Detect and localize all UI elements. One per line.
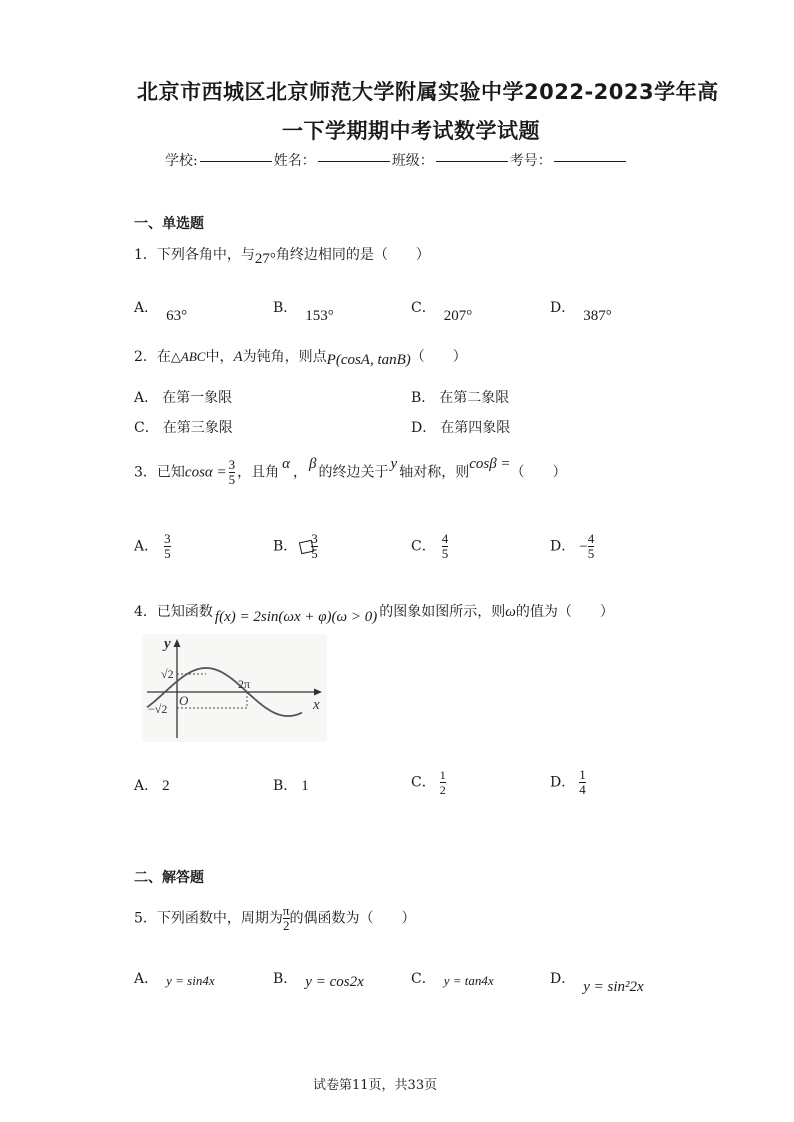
question-1 <box>134 244 430 267</box>
math-alpha: α <box>282 455 291 472</box>
x-tick-2pi: 2π <box>238 677 251 691</box>
option-fraction <box>588 532 595 561</box>
math-beta: β <box>309 455 317 472</box>
question-text: 下列各角中，与 <box>156 247 255 263</box>
question-text: 下列函数中，周期为 <box>156 910 283 927</box>
field-school-label: 学校: <box>165 153 198 169</box>
fraction-denominator: 5 <box>441 546 449 561</box>
math-point: P(cosA, tanB) <box>326 352 411 368</box>
question-text: 的值为（ ） <box>515 604 614 620</box>
q4-option-b <box>273 775 309 795</box>
option-value: 在第三象限 <box>162 420 233 436</box>
student-info-fields <box>165 150 628 170</box>
option-label: C． <box>411 971 436 987</box>
q1-option-d <box>550 297 612 324</box>
option-label: A． <box>134 300 159 316</box>
q1-option-a <box>134 297 188 324</box>
fraction-denominator: 5 <box>164 546 171 561</box>
option-label: C． <box>411 300 436 316</box>
option-label: D． <box>411 420 437 436</box>
option-label: C． <box>411 774 436 791</box>
option-fraction <box>442 532 449 561</box>
q2-option-a <box>134 387 232 407</box>
page-title-line2: 一下学期期中考试数学试题 <box>282 119 540 143</box>
option-sign: − <box>579 538 588 555</box>
q1-option-c <box>411 297 473 324</box>
fraction-denominator: 5 <box>587 546 595 561</box>
fraction-denominator: 4 <box>579 782 586 797</box>
sine-graph-figure <box>142 634 327 742</box>
option-label: D． <box>550 774 576 791</box>
fraction-numerator: 1 <box>439 768 446 782</box>
option-value: 2 <box>162 778 170 794</box>
q3-option-a <box>134 532 171 561</box>
question-text: 的偶函数为（ ） <box>289 910 416 927</box>
option-label: A． <box>134 538 159 555</box>
option-label: D． <box>550 300 576 316</box>
q5-option-d <box>550 968 644 995</box>
option-label: B． <box>411 390 436 406</box>
option-label: B． <box>273 538 298 555</box>
option-value: y = sin²2x <box>583 979 644 995</box>
option-fraction <box>164 532 171 561</box>
origin-label: O <box>179 693 189 708</box>
option-label: A． <box>134 390 159 406</box>
option-label: B． <box>273 971 298 987</box>
y-tick-neg-sqrt2: −√2 <box>148 702 168 716</box>
field-class-label: 班级： <box>391 153 434 169</box>
question-text: ，且角 <box>237 464 280 481</box>
section-heading-answer: 二、解答题 <box>134 870 204 886</box>
q4-option-a <box>134 775 170 795</box>
option-value: 387° <box>583 308 612 324</box>
question-text: （ ） <box>510 464 567 481</box>
q4-option-c <box>411 768 446 797</box>
option-label: C． <box>411 538 436 555</box>
q3-option-d <box>550 532 594 561</box>
fraction-numerator: 3 <box>164 531 171 546</box>
option-value: 在第二象限 <box>439 390 510 406</box>
option-label: B． <box>273 300 298 316</box>
field-name-blank <box>318 161 390 162</box>
q5-option-a <box>134 968 215 988</box>
field-id-label: 考号： <box>509 153 552 169</box>
q3-option-b <box>273 532 318 561</box>
q5-option-c <box>411 968 494 988</box>
option-label: A． <box>134 778 159 794</box>
field-school-blank <box>200 161 272 162</box>
option-label: D． <box>550 971 576 987</box>
option-label: C． <box>134 420 159 436</box>
option-value: 1 <box>301 778 309 794</box>
q4-option-d <box>550 768 586 797</box>
fraction-denominator: 2 <box>282 918 290 933</box>
question-text: 角终边相同的是（ ） <box>275 247 430 263</box>
question-text: ， <box>293 464 308 481</box>
y-tick-sqrt2: √2 <box>161 667 174 681</box>
fraction-numerator: 1 <box>579 767 586 782</box>
page-title-line1: 北京市西城区北京师范大学附属实验中学2022-2023学年高 <box>137 80 719 104</box>
fraction-numerator: 3 <box>228 457 236 472</box>
y-axis-label: y <box>164 636 171 652</box>
page-footer: 试卷第11页，共33页 <box>313 1078 438 1093</box>
q2-option-d <box>411 417 510 437</box>
option-value: y = sin4x <box>166 973 215 988</box>
q2-option-b <box>411 387 509 407</box>
x-axis-label: x <box>313 697 320 713</box>
question-4 <box>134 601 614 625</box>
field-class-blank <box>436 161 508 162</box>
question-text: 已知 <box>156 464 185 481</box>
question-2 <box>134 346 467 366</box>
question-number: 2． <box>134 349 157 365</box>
fraction-numerator: 4 <box>587 531 595 546</box>
question-number: 1． <box>134 247 157 263</box>
math-function: f(x) = 2sin(ωx + φ)(ω > 0) <box>214 609 378 625</box>
option-label: B． <box>273 778 298 794</box>
math-fraction <box>229 458 236 487</box>
option-value: 153° <box>305 308 334 324</box>
fraction-numerator: π <box>282 903 290 918</box>
field-id-blank <box>554 161 626 162</box>
q1-option-b <box>273 297 334 324</box>
fraction-denominator: 5 <box>228 472 236 487</box>
fraction-numerator: 4 <box>441 531 449 546</box>
option-value: 在第一象限 <box>162 390 233 406</box>
question-number: 4． <box>134 604 157 620</box>
option-label: A． <box>134 971 159 987</box>
question-text: 的终边关于 <box>318 464 389 481</box>
option-value: 207° <box>443 308 473 324</box>
option-fraction <box>579 768 586 797</box>
math-fraction <box>283 904 290 933</box>
image-artifact-icon <box>299 539 314 553</box>
q5-option-b <box>273 968 364 988</box>
question-text: 轴对称，则 <box>399 464 470 481</box>
math-triangle: △ABC <box>170 349 206 364</box>
math-y: y <box>390 455 398 472</box>
question-text: 在 <box>156 349 171 365</box>
math-cos-alpha: cosα = <box>184 464 227 481</box>
option-value: y = tan4x <box>443 973 494 988</box>
field-name-label: 姓名： <box>273 153 316 169</box>
option-value: 63° <box>166 308 188 324</box>
question-text: 的图象如图所示，则 <box>379 604 506 620</box>
section-heading-single-choice: 一、单选题 <box>134 216 204 232</box>
question-text: 已知函数 <box>156 604 213 620</box>
math-cos-beta: cosβ = <box>469 455 511 472</box>
q2-option-c <box>134 417 233 437</box>
question-5 <box>134 904 416 933</box>
option-value: 在第四象限 <box>440 420 511 436</box>
math-variable: A <box>233 349 243 365</box>
fraction-numerator: 3 <box>311 531 318 546</box>
question-3 <box>134 455 567 487</box>
fraction-denominator: 5 <box>311 546 318 561</box>
option-fraction <box>440 768 446 797</box>
math-omega: ω <box>505 604 516 620</box>
q3-option-c <box>411 532 448 561</box>
question-number: 5． <box>134 910 157 927</box>
question-text: 为钝角，则点 <box>242 349 327 365</box>
question-text: （ ） <box>410 349 467 365</box>
fraction-denominator: 2 <box>439 783 446 797</box>
math-angle: 27° <box>254 251 276 267</box>
option-label: D． <box>550 538 576 555</box>
question-number: 3． <box>134 464 157 481</box>
question-text: 中， <box>205 349 234 365</box>
option-value: y = cos2x <box>305 974 364 990</box>
